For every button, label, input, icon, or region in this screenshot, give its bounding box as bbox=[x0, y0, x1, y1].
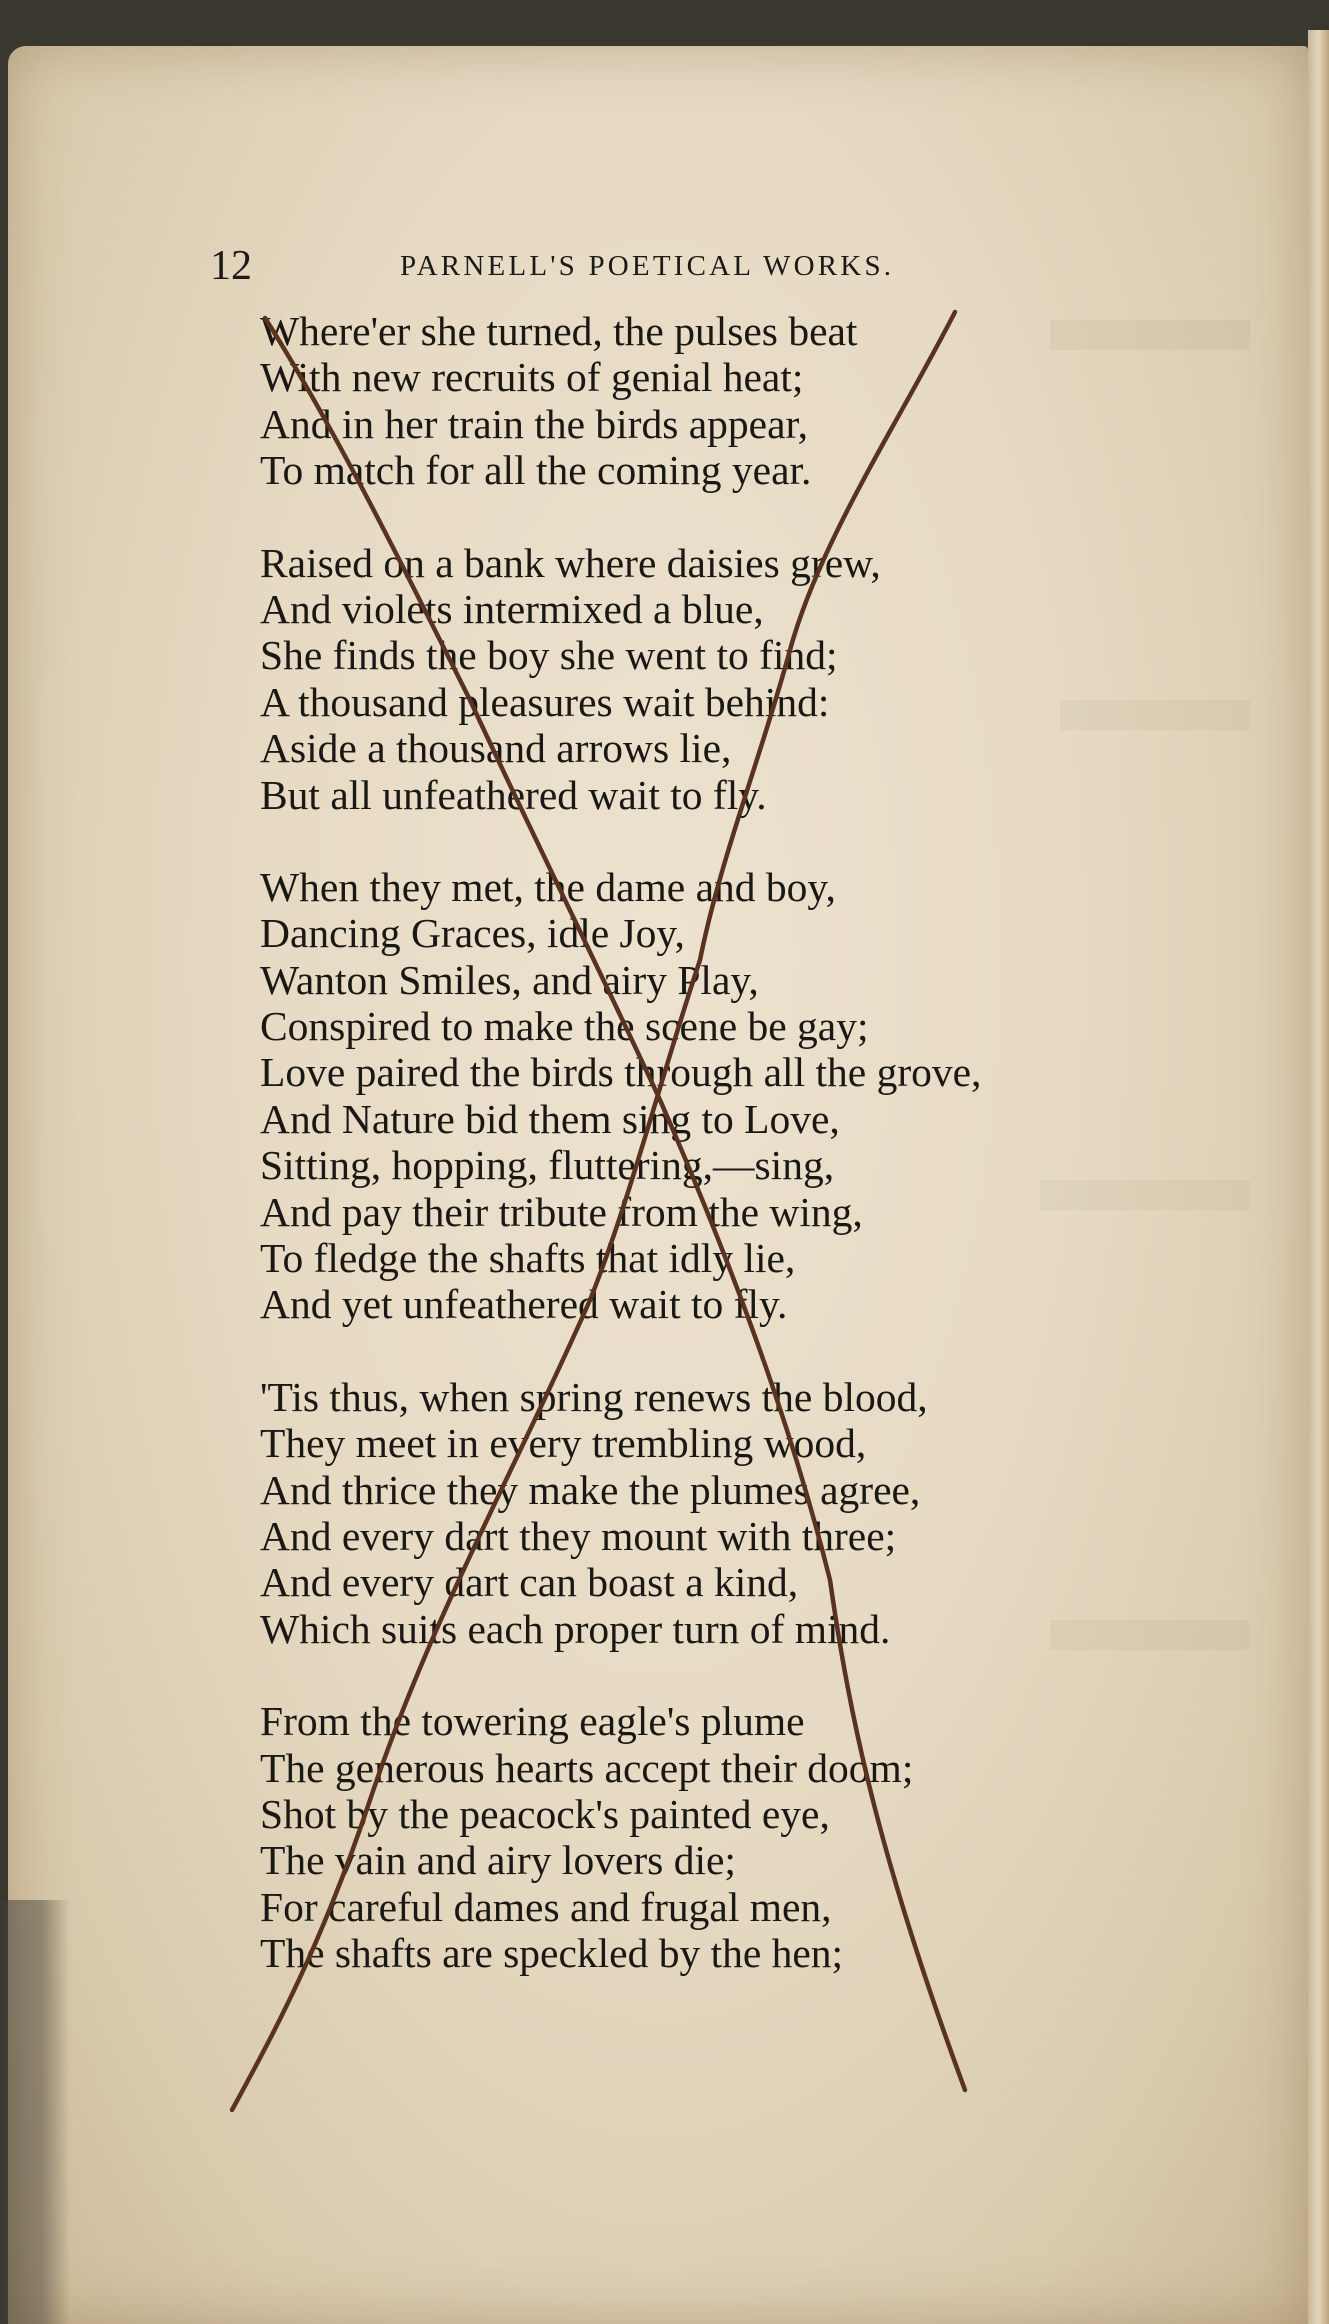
poem-line: And every dart they mount with three; bbox=[260, 1512, 897, 1559]
stanza bbox=[260, 864, 981, 1328]
poem-line: And every dart can boast a kind, bbox=[260, 1559, 799, 1606]
page-header bbox=[210, 242, 1025, 292]
poem-line: Where'er she turned, the pulses beat bbox=[260, 308, 858, 354]
poem-line: Dancing Graces, idle Joy, bbox=[260, 910, 685, 957]
poem-line: Raised on a bank where daisies grew, bbox=[260, 539, 881, 586]
poem-line: For careful dames and frugal men, bbox=[260, 1883, 832, 1930]
poem-line: And thrice they make the plumes agree, bbox=[260, 1466, 921, 1513]
poem-line: Love paired the birds through all the grove, bbox=[260, 1049, 982, 1096]
poem-line: And pay their tribute from the wing, bbox=[260, 1188, 863, 1235]
poem-line: When they met, the dame and boy, bbox=[260, 863, 836, 910]
bleed-through-mark bbox=[1040, 1180, 1250, 1210]
next-page-edge bbox=[1308, 30, 1329, 2324]
poem-line: And violets intermixed a blue, bbox=[260, 585, 764, 632]
page-number: 12 bbox=[210, 243, 252, 289]
poem-line: The shafts are speckled by the hen; bbox=[260, 1930, 844, 1977]
poem-text bbox=[260, 308, 981, 2023]
stanza bbox=[260, 1374, 981, 1652]
poem-line: To match for all the coming year. bbox=[260, 447, 812, 494]
poem-line: Shot by the peacock's painted eye, bbox=[260, 1790, 830, 1837]
poem-line: And in her train the birds appear, bbox=[260, 400, 809, 447]
poem-line: From the towering eagle's plume bbox=[260, 1698, 805, 1745]
stanza bbox=[260, 540, 981, 818]
stanza bbox=[260, 1698, 981, 1976]
stanza bbox=[260, 308, 981, 494]
poem-line: But all unfeathered wait to fly. bbox=[260, 771, 767, 818]
poem-line: They meet in every trembling wood, bbox=[260, 1420, 867, 1467]
poem-line: She finds the boy she went to find; bbox=[260, 632, 838, 679]
book-binding-shadow bbox=[0, 1900, 70, 2324]
poem-line: 'Tis thus, when spring renews the blood, bbox=[260, 1373, 928, 1420]
poem-line: Sitting, hopping, fluttering,—sing, bbox=[260, 1142, 835, 1189]
poem-line: With new recruits of genial heat; bbox=[260, 354, 804, 401]
bleed-through-mark bbox=[1050, 320, 1250, 350]
poem-line: Which suits each proper turn of mind. bbox=[260, 1605, 891, 1652]
poem-line: And Nature bid them sing to Love, bbox=[260, 1095, 840, 1142]
poem-line: The vain and airy lovers die; bbox=[260, 1837, 736, 1884]
running-title: PARNELL'S POETICAL WORKS. bbox=[400, 250, 895, 282]
poem-line: Wanton Smiles, and airy Play, bbox=[260, 956, 759, 1003]
bleed-through-mark bbox=[1050, 1620, 1250, 1650]
poem-line: Aside a thousand arrows lie, bbox=[260, 725, 732, 772]
poem-line: A thousand pleasures wait behind: bbox=[260, 678, 830, 725]
poem-line: The generous hearts accept their doom; bbox=[260, 1744, 914, 1791]
bleed-through-mark bbox=[1060, 700, 1250, 730]
poem-line: To fledge the shafts that idly lie, bbox=[260, 1235, 796, 1282]
poem-line: And yet unfeathered wait to fly. bbox=[260, 1281, 788, 1328]
poem-line: Conspired to make the scene be gay; bbox=[260, 1003, 869, 1050]
